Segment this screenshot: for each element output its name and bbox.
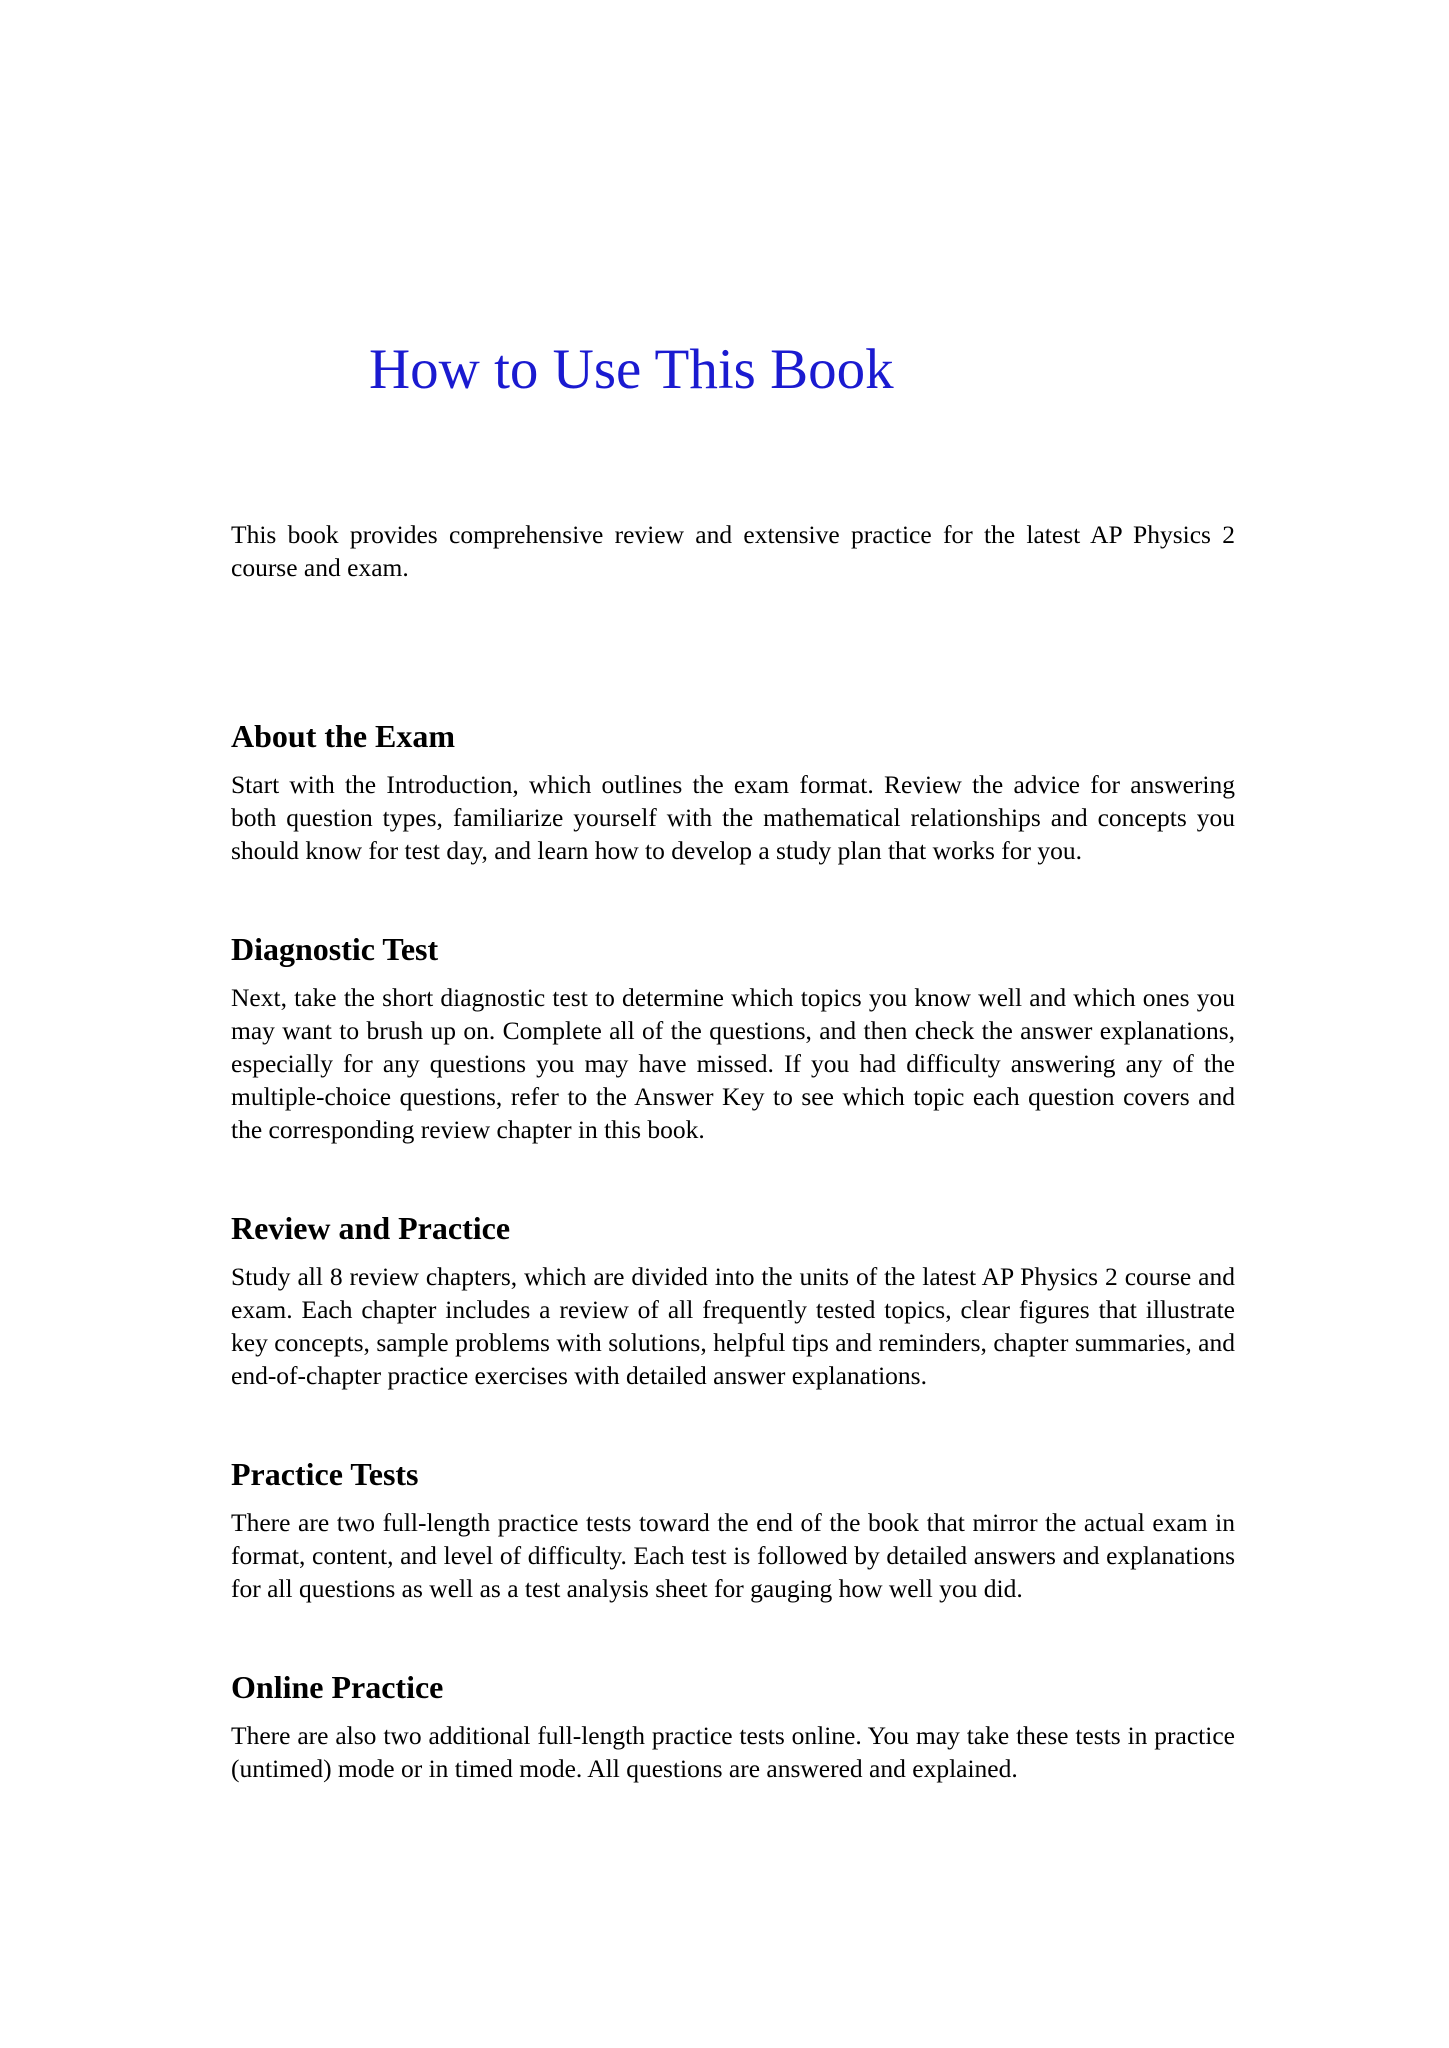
section-about-the-exam xyxy=(231,718,1235,867)
intro-spacer xyxy=(231,584,1235,654)
section-body: There are also two additional full-length practice tests online. You may take these tests in practice (untimed) mode or in timed mode. All questions are answered and explained. xyxy=(231,1721,1235,1783)
section-practice-tests xyxy=(231,1456,1235,1605)
page-title: How to Use This Book xyxy=(369,338,894,401)
section-heading: About the Exam xyxy=(231,718,456,754)
section-heading: Online Practice xyxy=(231,1669,444,1705)
section-heading: Diagnostic Test xyxy=(231,931,439,967)
section-review-and-practice xyxy=(231,1210,1235,1392)
section-heading: Practice Tests xyxy=(231,1456,419,1492)
section-diagnostic-test xyxy=(231,931,1235,1146)
intro-paragraph: This book provides comprehensive review and extensive practice for the latest AP Physics 2 course and exam. xyxy=(231,520,1235,582)
section-online-practice xyxy=(231,1669,1235,1785)
section-body: There are two full-length practice tests toward the end of the book that mirror the actual exam in format, content, and level of difficulty. Each test is followed by detailed answers and explanations for all questions as well as a test analysis sheet for gauging how well you did. xyxy=(231,1508,1235,1603)
page-content xyxy=(231,518,1235,1785)
section-body: Start with the Introduction, which outlines the exam format. Review the advice for answering both question types, familiarize yourself with the mathematical relationships and concepts you should know for test day, and learn how to develop a study plan that works for you. xyxy=(231,770,1235,865)
section-body: Next, take the short diagnostic test to determine which topics you know well and which ones you may want to brush up on. Complete all of the questions, and then check the answer explanations, especially for any questions you may have missed. If you had difficulty answering any of the multiple-choice questions, refer to the Answer Key to see which topic each question covers and the corresponding review chapter in this book. xyxy=(231,983,1235,1144)
section-body: Study all 8 review chapters, which are divided into the units of the latest AP Physics 2 course and exam. Each chapter includes a review of all frequently tested topics, clear figures that illustrate key concepts, sample problems with solutions, helpful tips and reminders, chapter summaries, and end-of-chapter practice exercises with detailed answer explanations. xyxy=(231,1262,1235,1390)
section-heading: Review and Practice xyxy=(231,1210,511,1246)
